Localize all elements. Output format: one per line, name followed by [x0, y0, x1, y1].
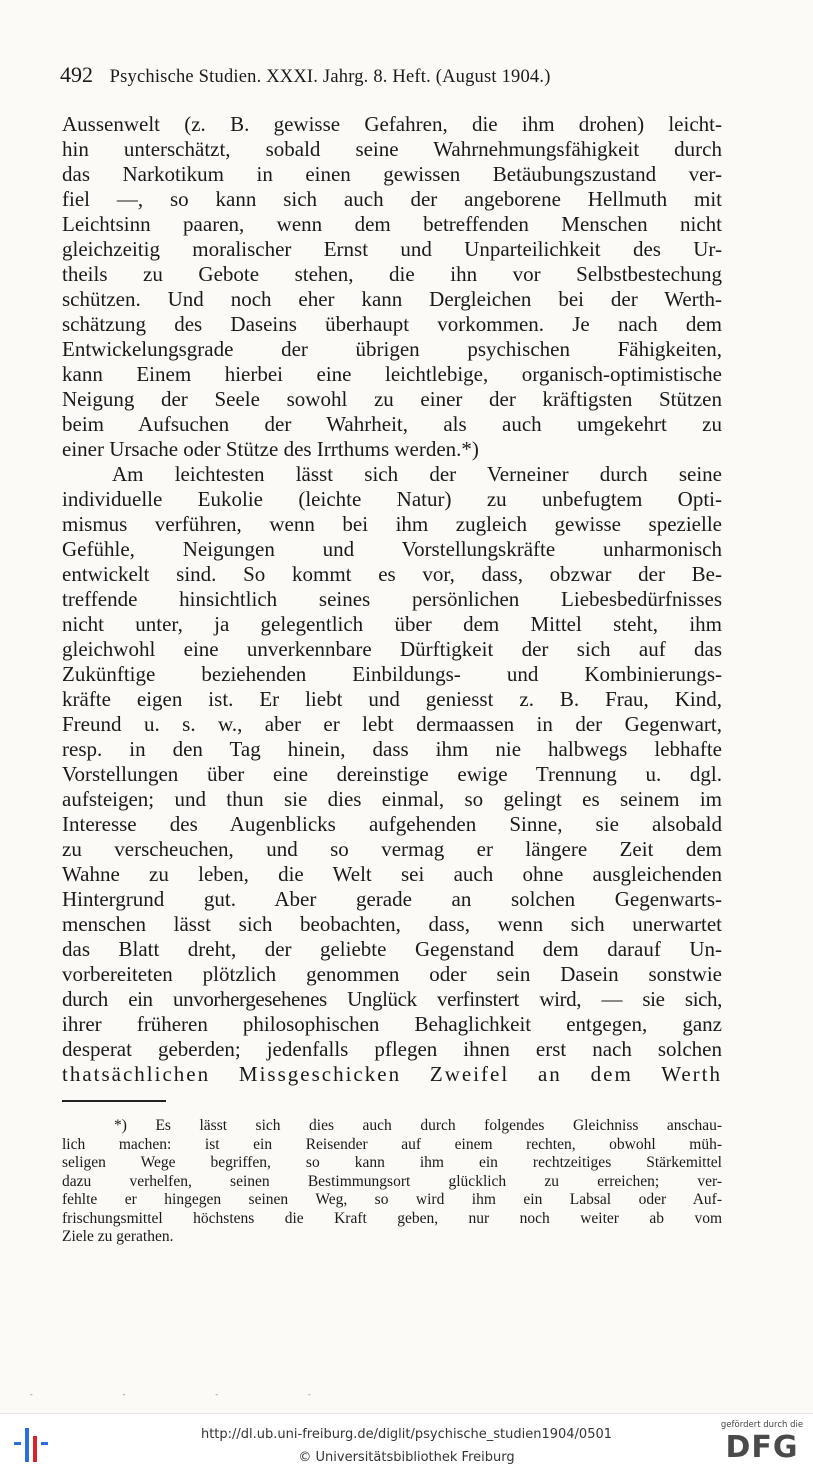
text-line: desperat geberden; jedenfalls pflegen ihnen erst nach solchen: [62, 1037, 722, 1061]
text-line: beim Aufsuchen der Wahrheit, als auch umgekehrt zu: [62, 412, 722, 436]
text-line: entwickelt sind. So kommt es vor, dass, obzwar der Be-: [62, 562, 722, 586]
running-title: Psychische Studien. XXXI. Jahrg. 8. Heft. (August 1904.): [109, 67, 551, 87]
footnote: [62, 1117, 722, 1247]
text-line: theils zu Gebote stehen, die ihn vor Selbstbestechung: [62, 262, 722, 286]
text-line: ihrer früheren philosophischen Behaglichkeit entgegen, ganz: [62, 1012, 722, 1036]
scan-specks: - - - -: [30, 1390, 355, 1399]
footnote-line: Ziele zu gerathen.: [62, 1228, 174, 1245]
text-line: mismus verführen, wenn bei ihm zugleich gewisse spezielle: [62, 512, 722, 536]
footnote-line: lich machen: ist ein Reisender auf einem rechten, obwohl müh-: [62, 1135, 722, 1153]
copyright-notice: © Universitätsbibliothek Freiburg: [298, 1450, 515, 1465]
text-line: Am leichtesten lässt sich der Verneiner durch seine: [112, 462, 722, 486]
text-line: treffende hinsichtlich seines persönlichen Liebesbedürfnisses: [62, 587, 722, 611]
text-line: das Narkotikum in einen gewissen Betäubungszustand ver-: [62, 162, 722, 186]
footnote-line: dazu verhelfen, seinen Bestimmungsort glücklich zu erreichen; ver-: [62, 1172, 722, 1190]
footnote-line: *) Es lässt sich dies auch durch folgendes Gleichniss anschau-: [114, 1117, 722, 1134]
text-line: durch ein unvorhergesehenes Unglück verfinstert wird, — sie sich,: [62, 987, 722, 1011]
body-text: [62, 112, 722, 1087]
text-line: vorbereiteten plötzlich genommen oder sein Dasein sonstwie: [62, 962, 722, 986]
text-line: Hintergrund gut. Aber gerade an solchen Gegenwarts-: [62, 887, 722, 911]
text-line: nicht unter, ja gelegentlich über dem Mittel steht, ihm: [62, 612, 722, 636]
text-line: fiel —, so kann sich auch der angeborene Hellmuth mit: [62, 187, 722, 211]
text-line: kann Einem hierbei eine leichtlebige, organisch-optimistische: [62, 362, 722, 386]
text-line: Neigung der Seele sowohl zu einer der kräftigsten Stützen: [62, 387, 722, 411]
footnote-line: fehlte er hingegen seinen Weg, so wird ihm ein Labsal oder Auf-: [62, 1191, 722, 1208]
text-line: einer Ursache oder Stütze des Irrthums werden.*): [62, 437, 479, 461]
text-line: schätzung des Daseins überhaupt vorkommen. Je nach dem: [62, 312, 722, 336]
dfg-tagline: gefördert durch die: [720, 1420, 804, 1430]
text-line: Aussenwelt (z. B. gewisse Gefahren, die ihm drohen) leicht-: [62, 112, 722, 136]
text-line: schützen. Und noch eher kann Dergleichen bei der Werth-: [62, 287, 722, 311]
page-number: 492: [60, 62, 93, 87]
permalink-url[interactable]: http://dl.ub.uni-freiburg.de/diglit/psychische_studien1904/0501: [200, 1427, 613, 1442]
dfg-logo: [718, 1420, 806, 1470]
text-line: Interesse des Augenblicks aufgehenden Sinne, sie alsobald: [62, 812, 722, 836]
text-line: gleichzeitig moralischer Ernst und Unparteilichkeit des Ur-: [62, 237, 722, 261]
footnote-line: seligen Wege begriffen, so kann ihm ein rechtzeitiges Stärkemittel: [62, 1154, 722, 1171]
running-header: [60, 62, 728, 88]
text-line: zu verscheuchen, und so vermag er längere Zeit dem: [62, 837, 722, 861]
text-line: gleichwohl eine unverkennbare Dürftigkeit der sich auf das: [62, 637, 722, 661]
text-line: Vorstellungen über eine dereinstige ewige Trennung u. dgl.: [62, 762, 722, 786]
text-line: individuelle Eukolie (leichte Natur) zu unbefugtem Opti-: [62, 487, 722, 511]
text-line: Freund u. s. w., aber er lebt dermaassen in der Gegenwart,: [62, 712, 722, 736]
text-line: menschen lässt sich beobachten, dass, wenn sich unerwartet: [62, 912, 722, 936]
text-line: Gefühle, Neigungen und Vorstellungskräfte unharmonisch: [62, 537, 722, 561]
footnote-line: frischungsmittel höchstens die Kraft geben, nur noch weiter ab vom: [62, 1209, 722, 1227]
text-line: hin unterschätzt, sobald seine Wahrnehmungsfähigkeit durch: [62, 137, 722, 161]
text-line: aufsteigen; und thun sie dies einmal, so gelingt es seinem im: [62, 787, 722, 811]
text-line: thatsächlichen Missgeschicken Zweifel an dem Werth: [62, 1062, 722, 1086]
text-line: Zukünftige beziehenden Einbildungs- und Kombinierungs-: [62, 662, 722, 686]
footnote-divider: [62, 1100, 166, 1102]
viewer-footer: [0, 1413, 813, 1474]
text-line: Entwickelungsgrade der übrigen psychischen Fähigkeiten,: [62, 337, 722, 361]
text-line: resp. in den Tag hinein, dass ihm nie halbwegs lebhafte: [62, 737, 722, 761]
dfg-wordmark: DFG: [725, 1430, 799, 1465]
text-line: kräfte eigen ist. Er liebt und geniesst z. B. Frau, Kind,: [62, 687, 722, 711]
text-line: Leichtsinn paaren, wenn dem betreffenden Menschen nicht: [62, 212, 722, 236]
text-line: Wahne zu leben, die Welt sei auch ohne ausgleichenden: [62, 862, 722, 886]
text-line: das Blatt dreht, der geliebte Gegenstand dem darauf Un-: [62, 937, 722, 961]
